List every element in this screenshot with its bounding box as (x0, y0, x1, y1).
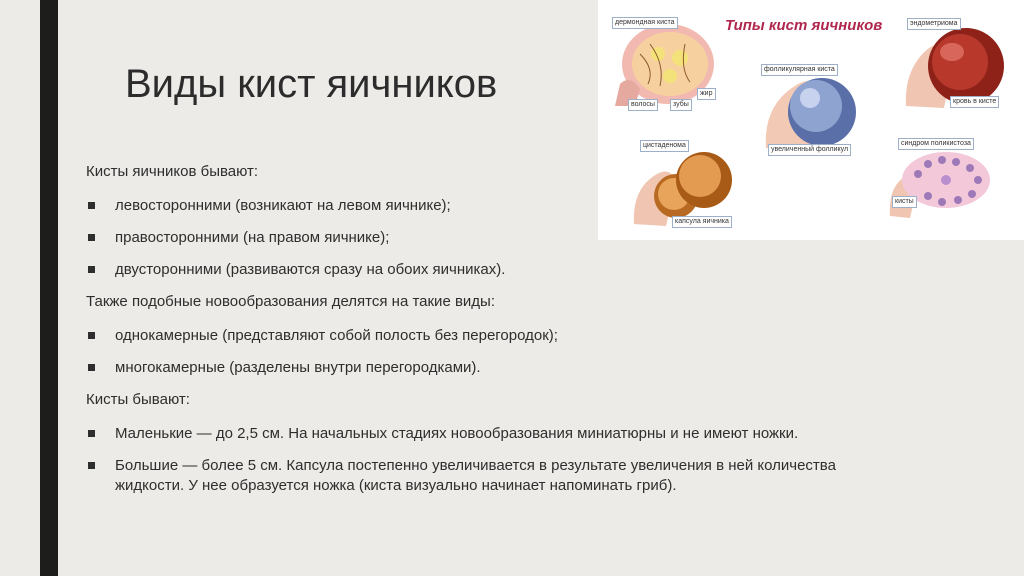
list-item: двусторонними (развиваются сразу на обоих яичниках). (86, 260, 876, 280)
intro-sides: Кисты яичников бывают: (86, 163, 259, 180)
label-enlarged-follicle: увеличенный фолликул (768, 144, 851, 156)
left-accent-bar (40, 0, 58, 576)
bullet-square-icon (88, 202, 95, 209)
bullet-square-icon (88, 430, 95, 437)
list-item: Маленькие — до 2,5 см. На начальных стадиях новообразования миниатюрны и не имеют ножки. (86, 424, 876, 444)
bullet-square-icon (88, 332, 95, 339)
list-item: Большие — более 5 см. Капсула постепенно увеличивается в результате увеличения в ней количества жидкости. У нее образуется ножка (киста визуально начинает напоминать гриб). (86, 456, 876, 496)
list-item: левосторонними (возникают на левом яичнике); (86, 196, 876, 216)
label-follicular: фолликулярная киста (761, 64, 838, 76)
label-capsule: капсула яичника (672, 216, 732, 228)
bullet-square-icon (88, 462, 95, 469)
label-polycystic: синдром поликистоза (898, 138, 974, 150)
list-item: многокамерные (разделены внутри перегородками). (86, 358, 876, 378)
polycystic-image (888, 140, 996, 220)
label-cysts: кисты (892, 196, 917, 208)
list-item: однокамерные (представляют собой полость без перегородок); (86, 326, 876, 346)
figure-title: Типы кист яичников (725, 17, 883, 34)
label-endometrioma: эндометриома (907, 18, 961, 30)
label-teeth: зубы (670, 99, 692, 111)
intro-sizes: Кисты бывают: (86, 391, 190, 408)
label-hair: волосы (628, 99, 658, 111)
cyst-types-illustration (598, 0, 1024, 240)
follicular-cyst-image (758, 64, 862, 156)
label-blood: кровь в кисте (950, 96, 999, 108)
label-cystadenoma: цистаденома (640, 140, 689, 152)
bullet-square-icon (88, 364, 95, 371)
bullet-square-icon (88, 234, 95, 241)
label-fat: жир (697, 88, 716, 100)
bullet-square-icon (88, 266, 95, 273)
slide-title: Виды кист яичников (125, 62, 498, 106)
list-item: правосторонними (на правом яичнике); (86, 228, 876, 248)
label-dermoid: дермондная киста (612, 17, 678, 29)
intro-types: Также подобные новообразования делятся на такие виды: (86, 293, 495, 310)
